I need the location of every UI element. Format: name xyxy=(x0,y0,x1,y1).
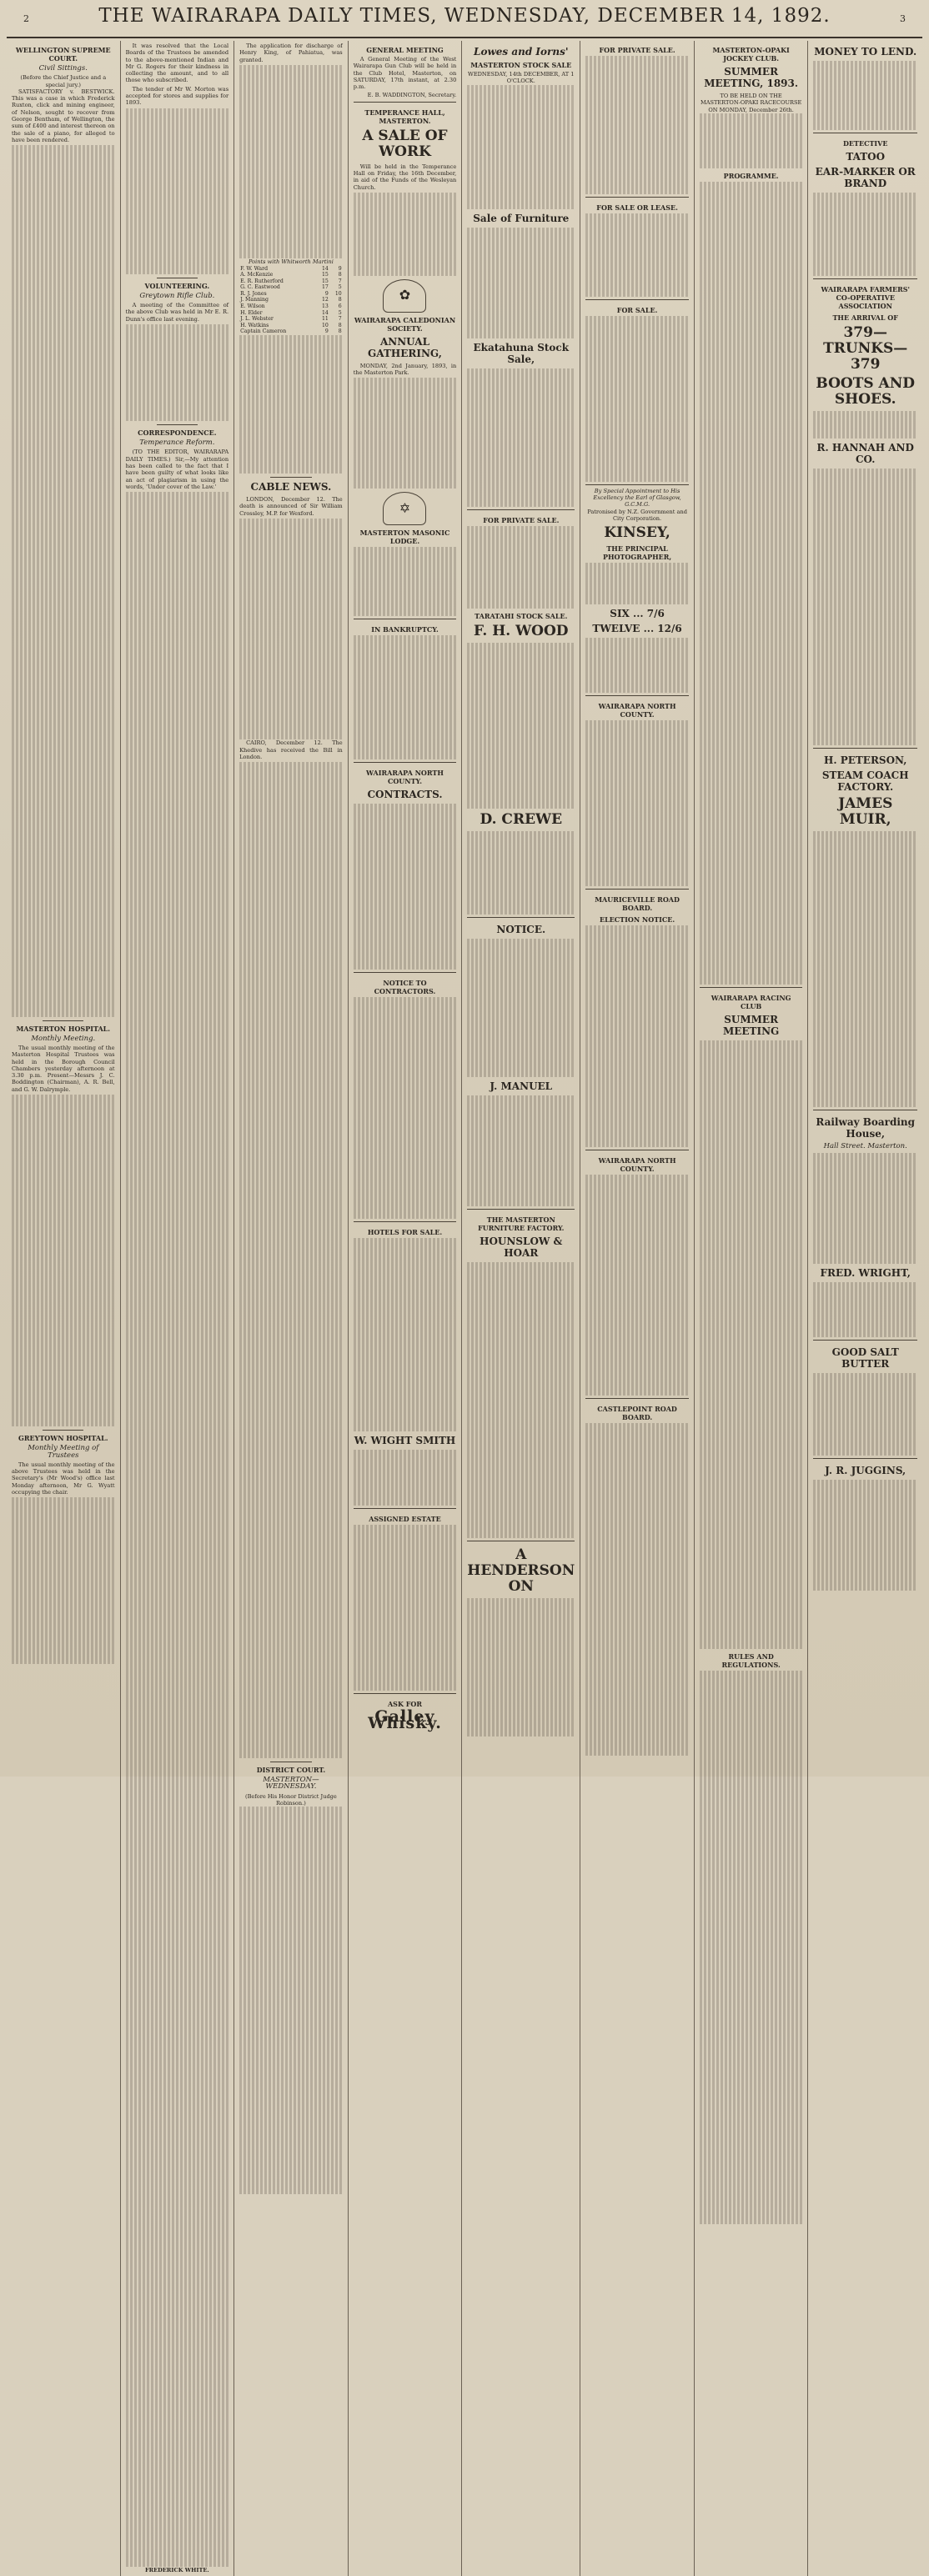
table-row xyxy=(239,303,343,310)
shooting-scores-table xyxy=(239,266,343,336)
column-7 xyxy=(695,41,809,2576)
column-8 xyxy=(808,41,922,2576)
heading: CABLE NEWS. xyxy=(250,480,332,493)
ad-title: KINSEY, xyxy=(604,524,670,542)
table-cell-score: 12 xyxy=(321,297,329,303)
ad-heading: ELECTION NOTICE. xyxy=(599,915,675,925)
paragraph: (Before the Chief Justice and a special jury.) xyxy=(20,74,107,88)
table-cell-name: H. Watkins xyxy=(240,322,269,328)
table-cell-name: A. McKenzie xyxy=(240,272,274,278)
paragraph: WEDNESDAY, 14th DECEMBER, AT 1 O'CLOCK. xyxy=(468,71,575,85)
ad-title: A HENDERSON ON xyxy=(467,1546,575,1596)
column-4 xyxy=(349,41,463,2576)
table-cell-score: 7 xyxy=(338,316,342,323)
signature: E. B. WADDINGTON, Secretary. xyxy=(367,92,457,99)
paragraph: The usual monthly meeting of the above Trustees was held in the Secretary's (Mr Wood's) office last Monday afternoon, Mr G. Wyatt occupying the chair. xyxy=(12,1461,115,1496)
ad-title: SUMMER MEETING, 1893. xyxy=(704,66,799,89)
ad-title: BOOTS AND SHOES. xyxy=(816,374,916,408)
subheading: Civil Sittings. xyxy=(38,64,88,73)
ad-heading: TEMPERANCE HALL, MASTERTON. xyxy=(364,108,445,125)
table-cell-score: 9 xyxy=(324,328,329,335)
table-cell-score: 8 xyxy=(338,297,342,303)
masthead xyxy=(7,5,922,38)
table-row xyxy=(239,328,343,335)
table-cell-name: H. Elder xyxy=(240,309,263,316)
subheading: Monthly Meeting. xyxy=(31,1034,96,1043)
table-cell-score: 5 xyxy=(338,309,342,316)
ad-title: F. H. WOOD xyxy=(474,623,569,640)
paragraph: The application for discharge of Henry King, of Pahiatua, was granted. xyxy=(239,43,343,63)
ad-heading: WAIRARAPA CALEDONIAN SOCIETY. xyxy=(354,315,456,333)
paragraph: LONDON, December 12. The death is announced of Sir William Crossley, M.P. for Wexford. xyxy=(239,495,343,517)
table-cell-score: 7 xyxy=(338,278,342,284)
ad-title: A SALE OF WORK xyxy=(362,127,448,160)
table-row xyxy=(239,310,343,317)
paragraph: MONDAY, 2nd January, 1893, in the Masterton Park. xyxy=(353,362,457,376)
ad-heading: MASTERTON MASONIC LODGE. xyxy=(359,528,450,545)
ad-heading: THE PRINCIPAL PHOTOGRAPHER, xyxy=(602,544,672,562)
ad-title: NOTICE. xyxy=(496,923,546,935)
thistle-crest-icon: ✿ xyxy=(383,279,426,313)
heading: VOLUNTEERING. xyxy=(144,281,210,290)
subheading: Temperance Reform. xyxy=(139,439,215,448)
table-cell-name: E. R. Rutherford xyxy=(240,278,284,284)
ad-heading: DETECTIVE xyxy=(842,138,888,148)
table-cell-score: 8 xyxy=(338,272,342,278)
newspaper-title: THE WAIRARAPA DAILY TIMES, WEDNESDAY, DECEMBER 14, 1892. xyxy=(98,5,831,27)
ad-heading: FOR PRIVATE SALE. xyxy=(483,515,560,524)
masonic-emblem-icon: ✡ xyxy=(383,492,426,525)
ad-heading: FOR SALE OR LEASE. xyxy=(596,203,678,212)
ad-heading: RULES AND REGULATIONS. xyxy=(721,1651,781,1669)
table-cell-score: 9 xyxy=(324,290,329,297)
heading: GREYTOWN HOSPITAL. xyxy=(18,1434,108,1443)
ad-title: J. R. JUGGINS, xyxy=(825,1465,906,1477)
page-number-left: 2 xyxy=(23,13,29,24)
ad-title: R. HANNAH AND CO. xyxy=(816,441,914,465)
heading: CORRESPONDENCE. xyxy=(138,428,217,438)
ad-heading: IN BANKRUPTCY. xyxy=(371,624,439,634)
subheading: Greytown Rifle Club. xyxy=(139,291,215,300)
ad-heading: FOR SALE. xyxy=(616,305,658,314)
ad-heading: MASTERTON-OPAKI JOCKEY CLUB. xyxy=(712,46,790,63)
table-row xyxy=(239,272,343,278)
paragraph: CAIRO, December 12. The Khedive has received the Bill in London. xyxy=(239,739,343,760)
ad-title: ANNUAL GATHERING, xyxy=(368,335,442,359)
paragraph: The usual monthly meeting of the Masterton Hospital Trustees was held in the Borough Council Chambers yesterday afternoon at 3.30 p.m. Present—Messrs J. C. Boddington (Chairman), A. R. Bell, and G. W. Dalrymple. xyxy=(12,1044,115,1093)
paragraph: A meeting of the Committee of the above Club was held in Mr E. R. Dunn's office last evening. xyxy=(125,302,229,323)
ad-title: Railway Boarding House, xyxy=(816,1116,916,1140)
ad-heading: TARATAHI STOCK SALE. xyxy=(475,612,568,621)
table-cell-score: 6 xyxy=(338,303,342,310)
price-line: SIX ... 7/6 xyxy=(610,607,665,619)
table-row xyxy=(239,284,343,291)
ad-heading: GENERAL MEETING xyxy=(366,46,444,54)
ad-title: HOUNSLOW & HOAR xyxy=(480,1235,563,1259)
table-cell-score: 8 xyxy=(338,328,342,335)
table-cell-score: 17 xyxy=(321,284,329,291)
table-cell-score: 10 xyxy=(321,322,329,328)
paragraph: (TO THE EDITOR, WAIRARAPA DAILY TIMES.) Sir,—My attention has been called to the fact that I have been guilty of what looks like an act of plagiarism in using the words, 'Under cover of the Law.' xyxy=(125,449,229,490)
ad-heading: CASTLEPOINT ROAD BOARD. xyxy=(597,1405,677,1422)
paragraph: A General Meeting of the West Wairarapa Gun Club will be held in the Club Hotel, Masterton, on SATURDAY, 17th instant, at 2.30 p.m. xyxy=(353,56,457,91)
ad-title: H. PETERSON, xyxy=(824,754,907,766)
ad-heading: ASK FOR xyxy=(387,1699,422,1708)
ad-title: JAMES MUIR, xyxy=(838,794,893,828)
price-line: TWELVE ... 12/6 xyxy=(592,622,682,634)
paragraph: SATISFACTORY v. BESTWICK. This was a case in which Frederick Ruxton, click and mining engineer, of Nelson, sought to recover from George Bentham, of Wellington, the sum of £400 and interest thereon on the sale of a piano, for alleged to have been rendered. xyxy=(12,88,115,143)
paragraph: TO BE HELD ON THE MASTERTON-OPAKI RACECOURSE ON MONDAY, December 26th. xyxy=(700,93,802,113)
subheading: MASTERTON—WEDNESDAY. xyxy=(263,1776,319,1792)
ad-heading: NOTICE TO CONTRACTORS. xyxy=(374,979,436,996)
table-cell-name: J. Manning xyxy=(240,297,269,303)
table-cell-score: 5 xyxy=(338,284,342,291)
heading: WELLINGTON SUPREME COURT. xyxy=(15,46,111,63)
table-cell-score: 8 xyxy=(338,322,342,328)
ad-heading: WAIRARAPA NORTH COUNTY. xyxy=(598,702,676,719)
table-cell-score: 13 xyxy=(321,303,329,310)
page-number-right: 3 xyxy=(900,13,906,24)
table-cell-name: Captain Cameron xyxy=(240,328,287,335)
ad-heading: MASTERTON STOCK SALE xyxy=(470,61,572,69)
paragraph: Patronised by N.Z. Government and City Corporation. xyxy=(587,508,687,522)
table-cell-score: 14 xyxy=(321,309,329,316)
table-cell-score: 15 xyxy=(321,278,329,284)
table-row xyxy=(239,266,343,273)
ad-title: D. CREWE xyxy=(480,811,563,829)
ad-title: GOOD SALT BUTTER xyxy=(831,1346,899,1370)
paragraph: (Before His Honor District Judge Robinson.) xyxy=(245,1792,337,1807)
ad-title: J. MANUEL xyxy=(490,1080,553,1092)
columns xyxy=(7,41,922,2574)
column-6 xyxy=(580,41,695,2576)
ad-heading: ASSIGNED ESTATE xyxy=(369,1514,441,1523)
table-cell-score: 15 xyxy=(321,272,329,278)
ad-title: MONEY TO LEND. xyxy=(814,46,917,58)
ad-title: EAR-MARKER OR BRAND xyxy=(815,165,916,189)
ad-title: CONTRACTS. xyxy=(367,789,443,801)
table-cell-score: 14 xyxy=(321,265,329,272)
table-cell-name: E. Wilson xyxy=(240,303,265,310)
column-3 xyxy=(234,41,349,2576)
paragraph: The tender of Mr W. Morton was accepted for stores and supplies for 1893. xyxy=(125,85,229,107)
ad-title: FRED. WRIGHT, xyxy=(820,1266,911,1279)
subheading: Monthly Meeting of Trustees xyxy=(28,1444,99,1460)
column-2 xyxy=(121,41,235,2576)
ad-heading: THE ARRIVAL OF xyxy=(832,313,898,322)
ad-title: Ekatahuna Stock Sale, xyxy=(473,341,570,365)
table-row xyxy=(239,278,343,285)
ad-heading: FOR PRIVATE SALE. xyxy=(599,46,675,54)
ad-heading: HOTELS FOR SALE. xyxy=(367,1227,443,1236)
ad-heading: WAIRARAPA NORTH COUNTY. xyxy=(598,1155,676,1173)
table-cell-name: F. W. Ward xyxy=(240,265,269,272)
column-1 xyxy=(7,41,121,2576)
heading: MASTERTON HOSPITAL. xyxy=(16,1024,111,1033)
ad-title: W. WIGHT SMITH xyxy=(354,1435,456,1447)
signature: FREDERICK WHITE. xyxy=(144,2567,209,2574)
ad-title: SUMMER MEETING xyxy=(722,1013,780,1037)
heading: DISTRICT COURT. xyxy=(256,1766,326,1774)
table-cell-score: 10 xyxy=(334,290,342,297)
table-row xyxy=(239,297,343,303)
table-row xyxy=(239,316,343,323)
table-row xyxy=(239,291,343,298)
ad-heading: WAIRARAPA FARMERS' CO-OPERATIVE ASSOCIATION xyxy=(821,284,910,310)
table-cell-score: 11 xyxy=(321,316,329,323)
ad-title: 379—TRUNKS—379 xyxy=(823,323,908,373)
paragraph: By Special Appointment to His Excellency the Earl of Glasgow, G.C.M.G. xyxy=(593,487,681,509)
ad-heading: PROGRAMME. xyxy=(723,172,779,181)
ad-heading: WAIRARAPA RACING CLUB xyxy=(711,993,791,1010)
ad-heading: WAIRARAPA NORTH COUNTY. xyxy=(366,769,444,786)
table-heading: Points with Whitworth Martini xyxy=(248,258,334,266)
subheading: Hall Street. Masterton. xyxy=(823,1142,907,1151)
table-cell-name: G. C. Eastwood xyxy=(240,284,280,291)
ad-heading: THE MASTERTON FURNITURE FACTORY. xyxy=(478,1215,565,1232)
paragraph: Will be held in the Temperance Hall on Friday, the 16th December, in aid of the Funds of the Wesleyan Church. xyxy=(353,163,457,191)
table-cell-score: 9 xyxy=(338,265,342,272)
ad-title: Sale of Furniture xyxy=(473,212,570,224)
galley-whisky-ad: Galley Whisky. xyxy=(368,1706,442,1732)
ad-heading: MAURICEVILLE ROAD BOARD. xyxy=(595,895,680,913)
paragraph: It was resolved that the Local Boards of the Trustees be amended to the above-mentioned Indian and Mr G. Rogers for their kindness in collecting the amount, and to all those who subscribed. xyxy=(125,43,229,84)
table-row xyxy=(239,323,343,329)
table-cell-name: J. L. Webster xyxy=(240,316,274,323)
ad-title: Lowes and Iorns' xyxy=(474,46,569,58)
ad-title: TATOO xyxy=(846,150,886,163)
ad-title: STEAM COACH FACTORY. xyxy=(821,769,909,793)
table-cell-name: R. J. Jones xyxy=(240,290,267,297)
column-5 xyxy=(462,41,580,2576)
